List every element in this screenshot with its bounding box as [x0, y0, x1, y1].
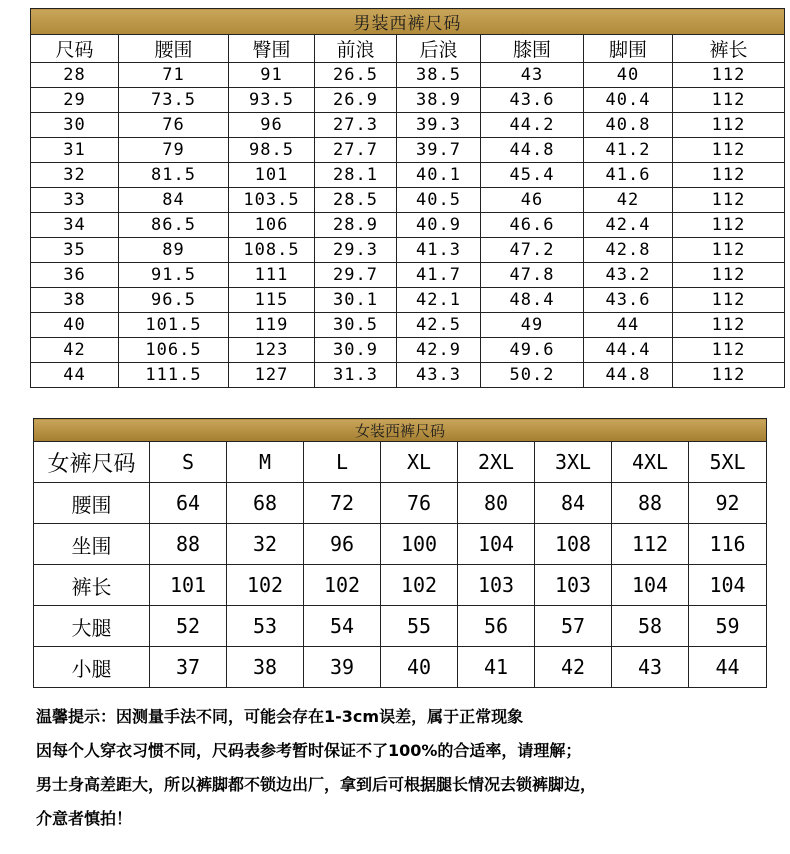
table-cell: 103 [535, 565, 612, 606]
table-row [31, 363, 785, 388]
table-cell: 39 [304, 647, 381, 688]
table-cell: 112 [673, 363, 785, 388]
table-cell: 84 [535, 483, 612, 524]
table-cell: 89 [119, 238, 229, 263]
table-cell: 40 [584, 63, 673, 88]
table-cell: 46.6 [481, 213, 584, 238]
row-label: 坐围 [34, 524, 150, 565]
table-cell: 96 [229, 113, 315, 138]
womens-size-s: S [150, 442, 227, 483]
table-cell: 112 [673, 163, 785, 188]
mens-table-title: 男装西裤尺码 [31, 9, 785, 35]
table-row [31, 88, 785, 113]
table-cell: 73.5 [119, 88, 229, 113]
mens-size-table [30, 8, 785, 388]
table-cell: 88 [150, 524, 227, 565]
table-cell: 88 [612, 483, 689, 524]
table-cell: 41.3 [397, 238, 481, 263]
table-row [31, 188, 785, 213]
table-row [31, 288, 785, 313]
table-cell: 101 [150, 565, 227, 606]
womens-size-5xl: 5XL [689, 442, 767, 483]
row-label: 腰围 [34, 483, 150, 524]
table-cell: 44.2 [481, 113, 584, 138]
row-label: 大腿 [34, 606, 150, 647]
table-cell: 59 [689, 606, 767, 647]
table-cell: 127 [229, 363, 315, 388]
note-line-1: 温馨提示：因测量手法不同，可能会存在1-3cm误差，属于正常现象 [36, 707, 524, 726]
table-row [34, 565, 767, 606]
table-cell: 72 [304, 483, 381, 524]
table-cell: 81.5 [119, 163, 229, 188]
table-cell: 42.1 [397, 288, 481, 313]
table-cell: 44 [584, 313, 673, 338]
mens-header-hip: 臀围 [229, 35, 315, 63]
table-cell: 28.9 [315, 213, 397, 238]
table-row [31, 163, 785, 188]
table-cell: 42.4 [584, 213, 673, 238]
size-cell: 42 [31, 338, 119, 363]
table-cell: 55 [381, 606, 458, 647]
womens-size-l: L [304, 442, 381, 483]
table-cell: 76 [381, 483, 458, 524]
table-cell: 39.3 [397, 113, 481, 138]
table-cell: 112 [673, 213, 785, 238]
mens-header-length: 裤长 [673, 35, 785, 63]
table-cell: 49 [481, 313, 584, 338]
table-cell: 44.4 [584, 338, 673, 363]
table-row [34, 524, 767, 565]
table-cell: 41.7 [397, 263, 481, 288]
mens-header-size: 尺码 [31, 35, 119, 63]
table-cell: 27.3 [315, 113, 397, 138]
table-cell: 102 [227, 565, 304, 606]
table-cell: 103.5 [229, 188, 315, 213]
womens-size-xl: XL [381, 442, 458, 483]
table-cell: 30.1 [315, 288, 397, 313]
table-cell: 103 [458, 565, 535, 606]
size-cell: 35 [31, 238, 119, 263]
table-cell: 64 [150, 483, 227, 524]
mens-header-back-rise: 后浪 [397, 35, 481, 63]
table-cell: 96 [304, 524, 381, 565]
table-cell: 38.5 [397, 63, 481, 88]
table-cell: 79 [119, 138, 229, 163]
table-cell: 39.7 [397, 138, 481, 163]
table-cell: 43.6 [481, 88, 584, 113]
table-cell: 31.3 [315, 363, 397, 388]
table-cell: 42.5 [397, 313, 481, 338]
table-cell: 44.8 [584, 363, 673, 388]
table-cell: 26.5 [315, 63, 397, 88]
mens-header-hem: 脚围 [584, 35, 673, 63]
table-cell: 92 [689, 483, 767, 524]
womens-size-3xl: 3XL [535, 442, 612, 483]
size-cell: 29 [31, 88, 119, 113]
table-cell: 29.7 [315, 263, 397, 288]
table-cell: 116 [689, 524, 767, 565]
table-cell: 44 [689, 647, 767, 688]
table-cell: 111.5 [119, 363, 229, 388]
table-cell: 43.3 [397, 363, 481, 388]
table-cell: 112 [673, 338, 785, 363]
womens-header-corner: 女裤尺码 [34, 442, 150, 483]
table-cell: 53 [227, 606, 304, 647]
table-cell: 91.5 [119, 263, 229, 288]
table-cell: 58 [612, 606, 689, 647]
table-cell: 52 [150, 606, 227, 647]
table-cell: 101 [229, 163, 315, 188]
table-cell: 112 [673, 188, 785, 213]
table-row [31, 238, 785, 263]
table-row [31, 313, 785, 338]
table-cell: 96.5 [119, 288, 229, 313]
table-cell: 48.4 [481, 288, 584, 313]
table-cell: 43.6 [584, 288, 673, 313]
mens-header-front-rise: 前浪 [315, 35, 397, 63]
table-cell: 56 [458, 606, 535, 647]
table-cell: 40.8 [584, 113, 673, 138]
size-cell: 38 [31, 288, 119, 313]
table-cell: 41 [458, 647, 535, 688]
table-cell: 47.2 [481, 238, 584, 263]
table-cell: 119 [229, 313, 315, 338]
table-cell: 68 [227, 483, 304, 524]
table-cell: 28.5 [315, 188, 397, 213]
table-cell: 40.1 [397, 163, 481, 188]
note-line-3: 男士身高差距大，所以裤脚都不锁边出厂，拿到后可根据腿长情况去锁裤脚边， [36, 775, 597, 794]
mens-header-row [31, 35, 785, 63]
table-cell: 112 [673, 88, 785, 113]
note-line-4: 介意者慎拍！ [36, 809, 133, 828]
size-cell: 31 [31, 138, 119, 163]
size-cell: 30 [31, 113, 119, 138]
size-cell: 36 [31, 263, 119, 288]
mens-header-waist: 腰围 [119, 35, 229, 63]
table-cell: 104 [689, 565, 767, 606]
table-cell: 41.2 [584, 138, 673, 163]
table-row [31, 263, 785, 288]
table-cell: 50.2 [481, 363, 584, 388]
table-cell: 112 [673, 113, 785, 138]
table-row [31, 213, 785, 238]
table-cell: 38.9 [397, 88, 481, 113]
table-cell: 106.5 [119, 338, 229, 363]
table-row [31, 138, 785, 163]
table-cell: 42.9 [397, 338, 481, 363]
womens-table-title: 女装西裤尺码 [34, 419, 767, 442]
table-cell: 29.3 [315, 238, 397, 263]
table-cell: 42 [584, 188, 673, 213]
table-cell: 46 [481, 188, 584, 213]
table-cell: 71 [119, 63, 229, 88]
womens-size-2xl: 2XL [458, 442, 535, 483]
table-cell: 41.6 [584, 163, 673, 188]
table-cell: 106 [229, 213, 315, 238]
table-row [34, 483, 767, 524]
table-cell: 98.5 [229, 138, 315, 163]
table-cell: 112 [673, 288, 785, 313]
table-cell: 80 [458, 483, 535, 524]
table-cell: 57 [535, 606, 612, 647]
table-cell: 30.5 [315, 313, 397, 338]
table-cell: 102 [304, 565, 381, 606]
table-cell: 100 [381, 524, 458, 565]
table-cell: 43 [481, 63, 584, 88]
table-cell: 112 [673, 313, 785, 338]
table-cell: 112 [673, 138, 785, 163]
table-cell: 26.9 [315, 88, 397, 113]
size-cell: 34 [31, 213, 119, 238]
table-cell: 84 [119, 188, 229, 213]
womens-size-4xl: 4XL [612, 442, 689, 483]
note-line-2: 因每个人穿衣习惯不同，尺码表参考暂时保证不了100%的合适率，请理解； [36, 741, 582, 760]
table-cell: 42 [535, 647, 612, 688]
table-cell: 49.6 [481, 338, 584, 363]
size-cell: 32 [31, 163, 119, 188]
table-cell: 40.9 [397, 213, 481, 238]
table-cell: 54 [304, 606, 381, 647]
table-row [31, 113, 785, 138]
table-row [34, 606, 767, 647]
size-cell: 44 [31, 363, 119, 388]
table-cell: 32 [227, 524, 304, 565]
table-cell: 86.5 [119, 213, 229, 238]
table-row [31, 338, 785, 363]
size-cell: 28 [31, 63, 119, 88]
table-cell: 30.9 [315, 338, 397, 363]
table-cell: 43 [612, 647, 689, 688]
size-cell: 40 [31, 313, 119, 338]
table-cell: 104 [612, 565, 689, 606]
table-cell: 102 [381, 565, 458, 606]
table-cell: 38 [227, 647, 304, 688]
table-cell: 45.4 [481, 163, 584, 188]
row-label: 裤长 [34, 565, 150, 606]
notes-block [36, 700, 776, 836]
table-cell: 112 [673, 63, 785, 88]
table-row [34, 647, 767, 688]
womens-header-row [34, 442, 767, 483]
table-cell: 112 [673, 263, 785, 288]
table-cell: 76 [119, 113, 229, 138]
table-cell: 104 [458, 524, 535, 565]
table-cell: 42.8 [584, 238, 673, 263]
table-cell: 37 [150, 647, 227, 688]
table-cell: 28.1 [315, 163, 397, 188]
table-cell: 27.7 [315, 138, 397, 163]
table-cell: 40.5 [397, 188, 481, 213]
table-cell: 40 [381, 647, 458, 688]
table-cell: 91 [229, 63, 315, 88]
table-cell: 112 [673, 238, 785, 263]
table-cell: 108 [535, 524, 612, 565]
table-cell: 123 [229, 338, 315, 363]
size-cell: 33 [31, 188, 119, 213]
table-cell: 40.4 [584, 88, 673, 113]
womens-size-table [33, 418, 767, 688]
table-cell: 112 [612, 524, 689, 565]
table-cell: 43.2 [584, 263, 673, 288]
row-label: 小腿 [34, 647, 150, 688]
table-cell: 115 [229, 288, 315, 313]
womens-size-m: M [227, 442, 304, 483]
mens-header-knee: 膝围 [481, 35, 584, 63]
table-cell: 44.8 [481, 138, 584, 163]
table-cell: 47.8 [481, 263, 584, 288]
table-row [31, 63, 785, 88]
table-cell: 101.5 [119, 313, 229, 338]
table-cell: 93.5 [229, 88, 315, 113]
table-cell: 111 [229, 263, 315, 288]
table-cell: 108.5 [229, 238, 315, 263]
